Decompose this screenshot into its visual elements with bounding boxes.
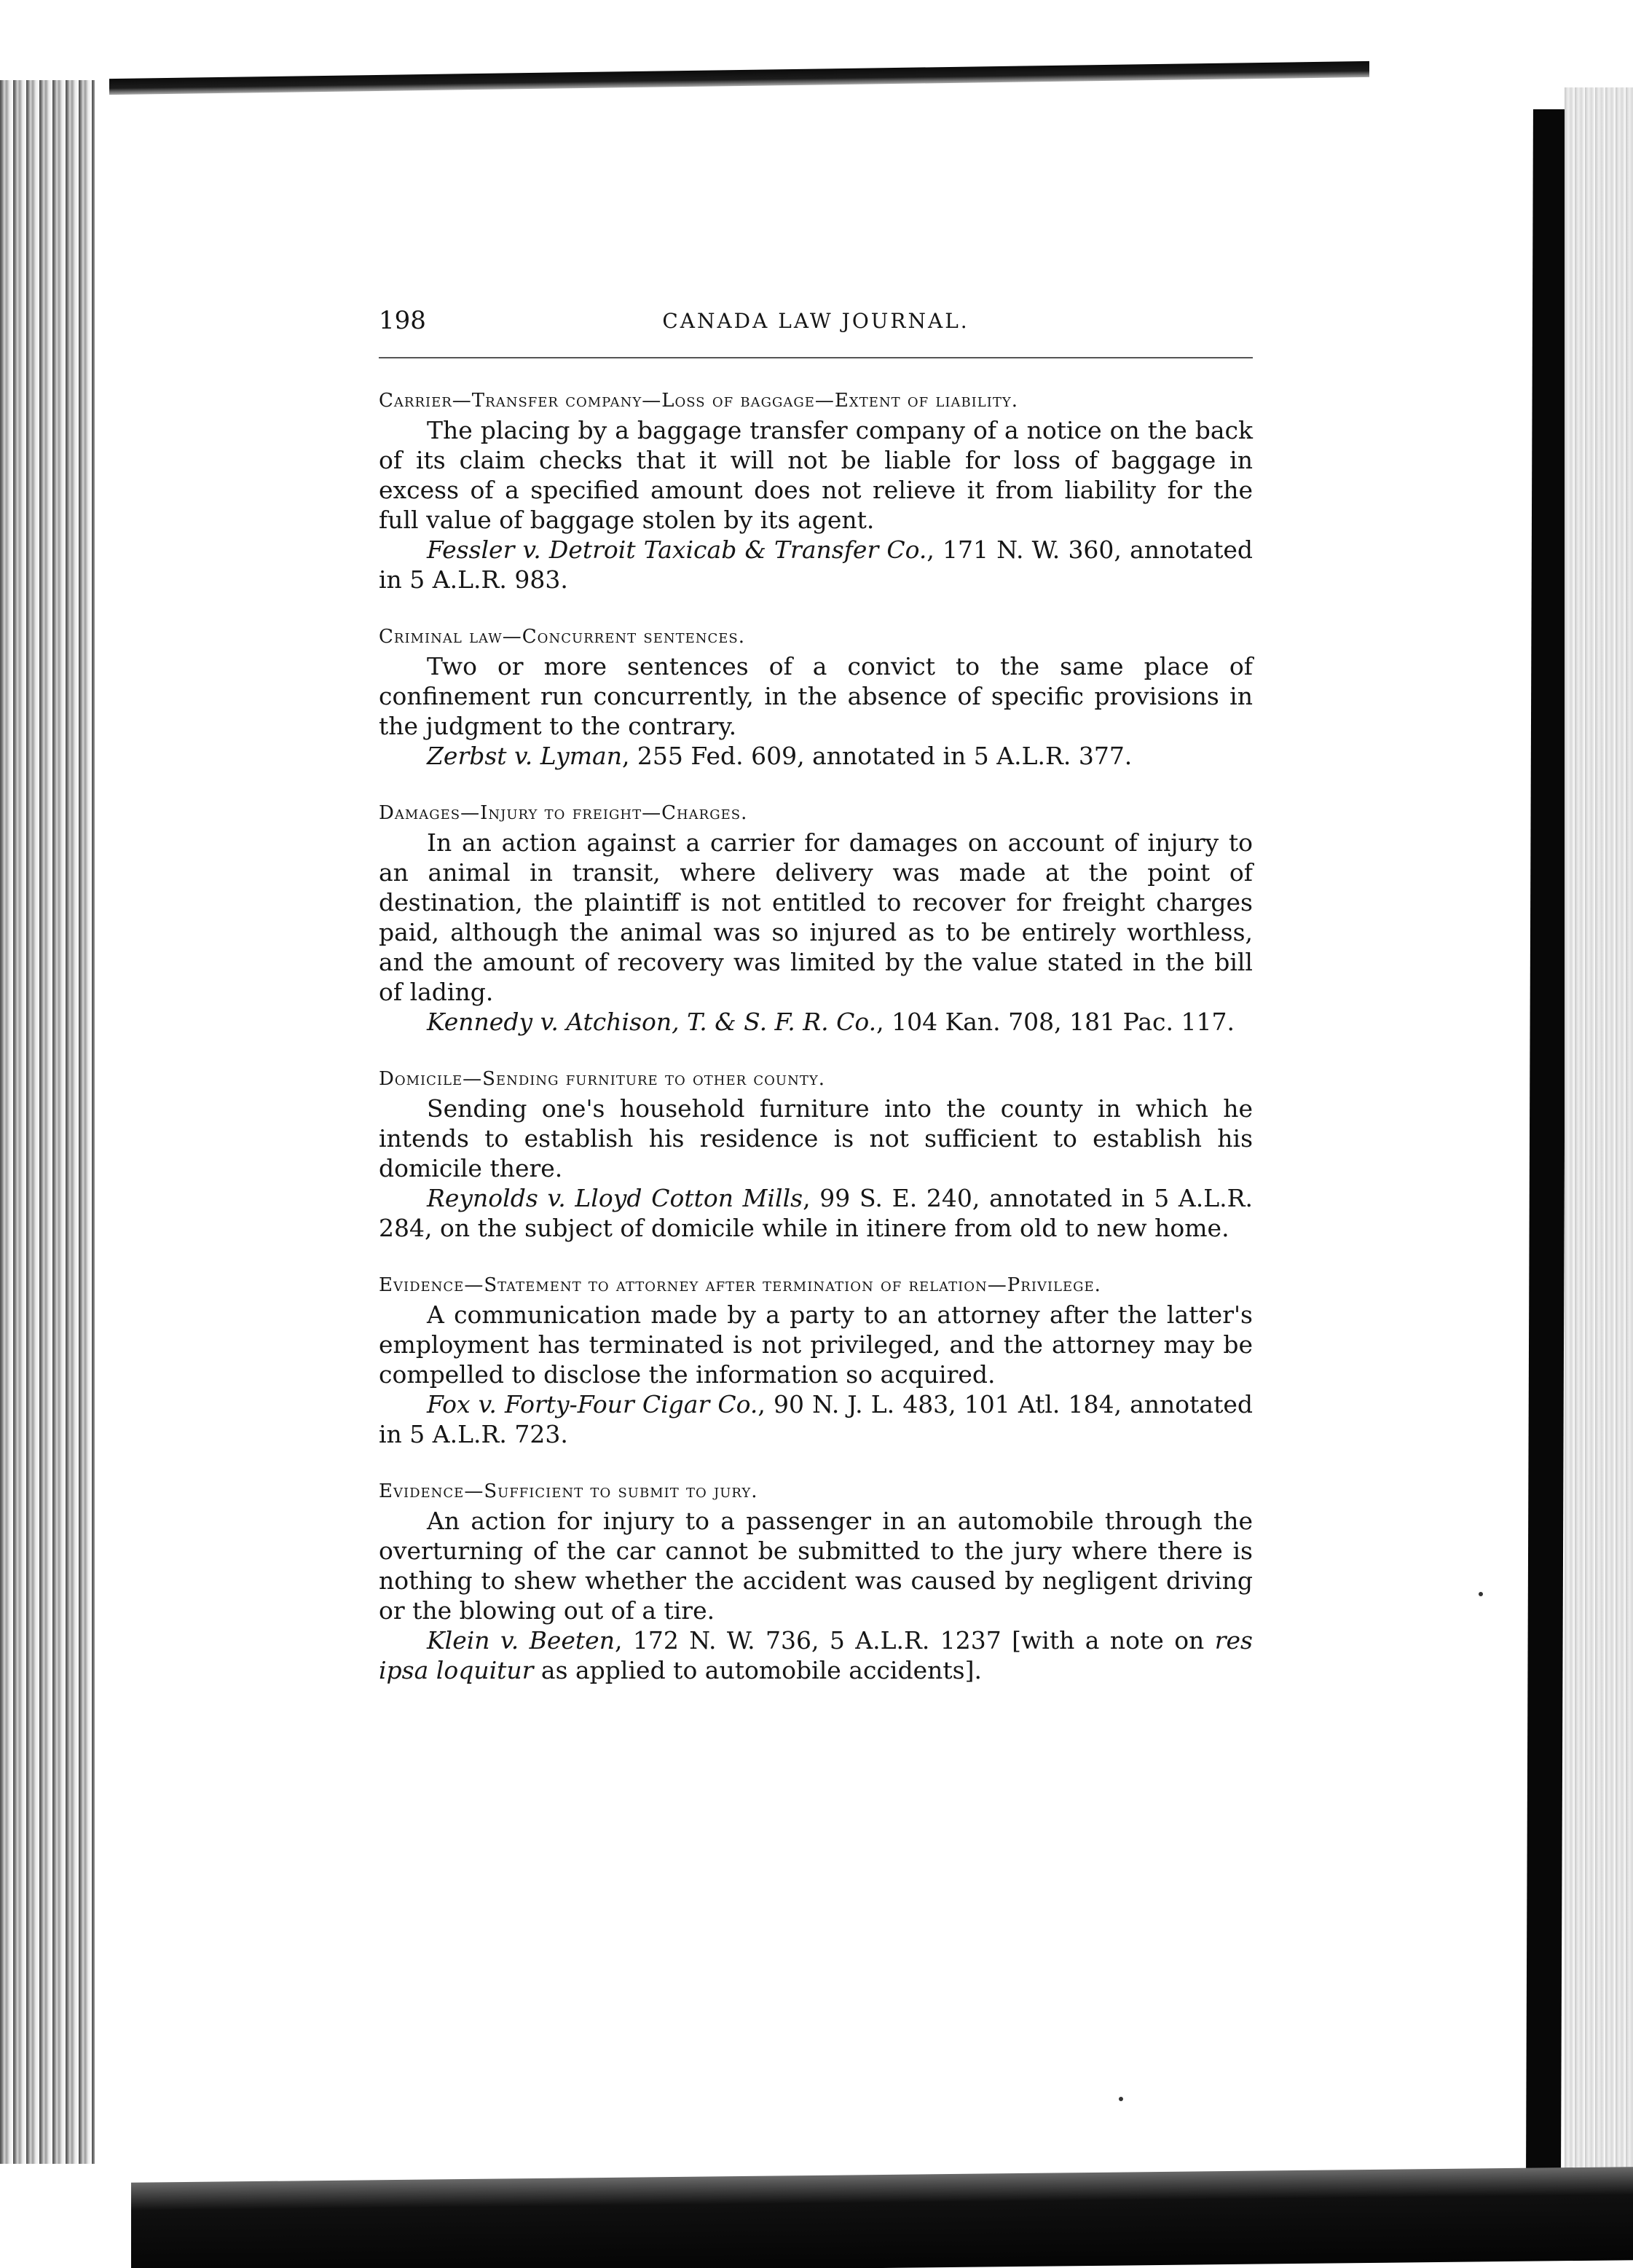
scan-speck <box>1479 1592 1483 1596</box>
case-name: Kennedy v. Atchison, T. & S. F. R. Co. <box>427 1008 877 1036</box>
entry-body: In an action against a carrier for damages on account of injury to an animal in transit, where delivery was made at the point of destination, the plaintiff is not entitled to recover for freight charges paid, although the animal was so injured as to be entirely worthless, and the amount of recovery was limited by the value stated in the bill of lading. <box>379 828 1253 1006</box>
entry-body: The placing by a baggage transfer company of a notice on the back of its claim checks that it will not be liable for loss of baggage in excess of a specified amount does not relieve it from liability for the full value of baggage stolen by its agent. <box>379 416 1253 534</box>
page-edge-bottom <box>131 2167 1633 2268</box>
citation-reference: , 104 Kan. 708, 181 Pac. 117. <box>876 1008 1235 1036</box>
case-name: Fox v. Forty-Four Cigar Co. <box>427 1390 758 1419</box>
digest-entry <box>379 622 1253 771</box>
entry-citation <box>379 1183 1253 1243</box>
page-edge-right-shadow <box>1565 87 1633 2200</box>
citation-reference: , 90 N. J. L. 483, 101 Atl. 184, annotated in 5 A.L.R. 723. <box>379 1390 1253 1448</box>
entry-heading: Domicile—Sending furniture to other county. <box>379 1068 826 1090</box>
digest-entry <box>379 1271 1253 1449</box>
page-edge-top <box>109 61 1369 95</box>
digest-entry <box>379 386 1253 595</box>
scan-speck <box>1119 2097 1123 2101</box>
citation-tail: as applied to automobile accidents]. <box>533 1656 982 1684</box>
case-name: Klein v. Beeten <box>427 1626 615 1655</box>
entry-citation <box>379 1625 1253 1685</box>
entry-heading: Damages—Injury to freight—Charges. <box>379 802 748 824</box>
case-name: Reynolds v. Lloyd Cotton Mills <box>427 1184 803 1212</box>
entry-body: A communication made by a party to an attorney after the latter's employment has terminated is not privileged, and the attorney may be compelled to disclose the information so acquired. <box>379 1300 1253 1389</box>
page-edge-right-bar <box>1526 109 1568 2171</box>
citation-reference: , 99 S. E. 240, annotated in 5 A.L.R. 284, on the subject of domicile while in itinere from old to new home. <box>379 1184 1253 1242</box>
entry-heading: Criminal law—Concurrent sentences. <box>379 626 746 648</box>
entry-citation <box>379 1007 1253 1037</box>
digest-entry <box>379 798 1253 1037</box>
entry-citation <box>379 1389 1253 1449</box>
entry-body: Sending one's household furniture into the county in which he intends to establish his residence is not sufficient to establish his domicile there. <box>379 1094 1253 1182</box>
journal-title: CANADA LAW JOURNAL. <box>662 309 969 333</box>
latin-phrase: res ipsa loquitur <box>379 1626 1253 1684</box>
entry-heading: Evidence—Sufficient to submit to jury. <box>379 1480 758 1502</box>
case-name: Zerbst v. Lyman <box>427 742 622 770</box>
entry-heading: Evidence—Statement to attorney after termination of relation—Privilege. <box>379 1274 1101 1296</box>
page-content <box>379 306 1253 1685</box>
case-name: Fessler v. Detroit Taxicab & Transfer Co. <box>427 535 927 564</box>
page-number: 198 <box>379 306 426 335</box>
digest-entry <box>379 1064 1253 1243</box>
citation-reference: , 171 N. W. 360, annotated in 5 A.L.R. 983. <box>379 535 1253 594</box>
entry-body: An action for injury to a passenger in an automobile through the overturning of the car cannot be submitted to the jury where there is nothing to shew whether the accident was caused by negligent driving or the blowing out of a tire. <box>379 1507 1253 1625</box>
page-edge-left <box>0 80 95 2164</box>
entry-body: Two or more sentences of a convict to the same place of confinement run concurrently, in the absence of specific provisions in the judgment to the contrary. <box>379 652 1253 740</box>
digest-entry <box>379 1477 1253 1685</box>
entry-heading: Carrier—Transfer company—Loss of baggage—Extent of liability. <box>379 390 1019 412</box>
citation-reference: , 255 Fed. 609, annotated in 5 A.L.R. 377. <box>621 742 1133 770</box>
running-head <box>379 306 1253 358</box>
citation-reference: , 172 N. W. 736, 5 A.L.R. 1237 [with a note on <box>614 1626 1215 1655</box>
entry-citation <box>379 535 1253 595</box>
entry-citation <box>379 741 1253 771</box>
